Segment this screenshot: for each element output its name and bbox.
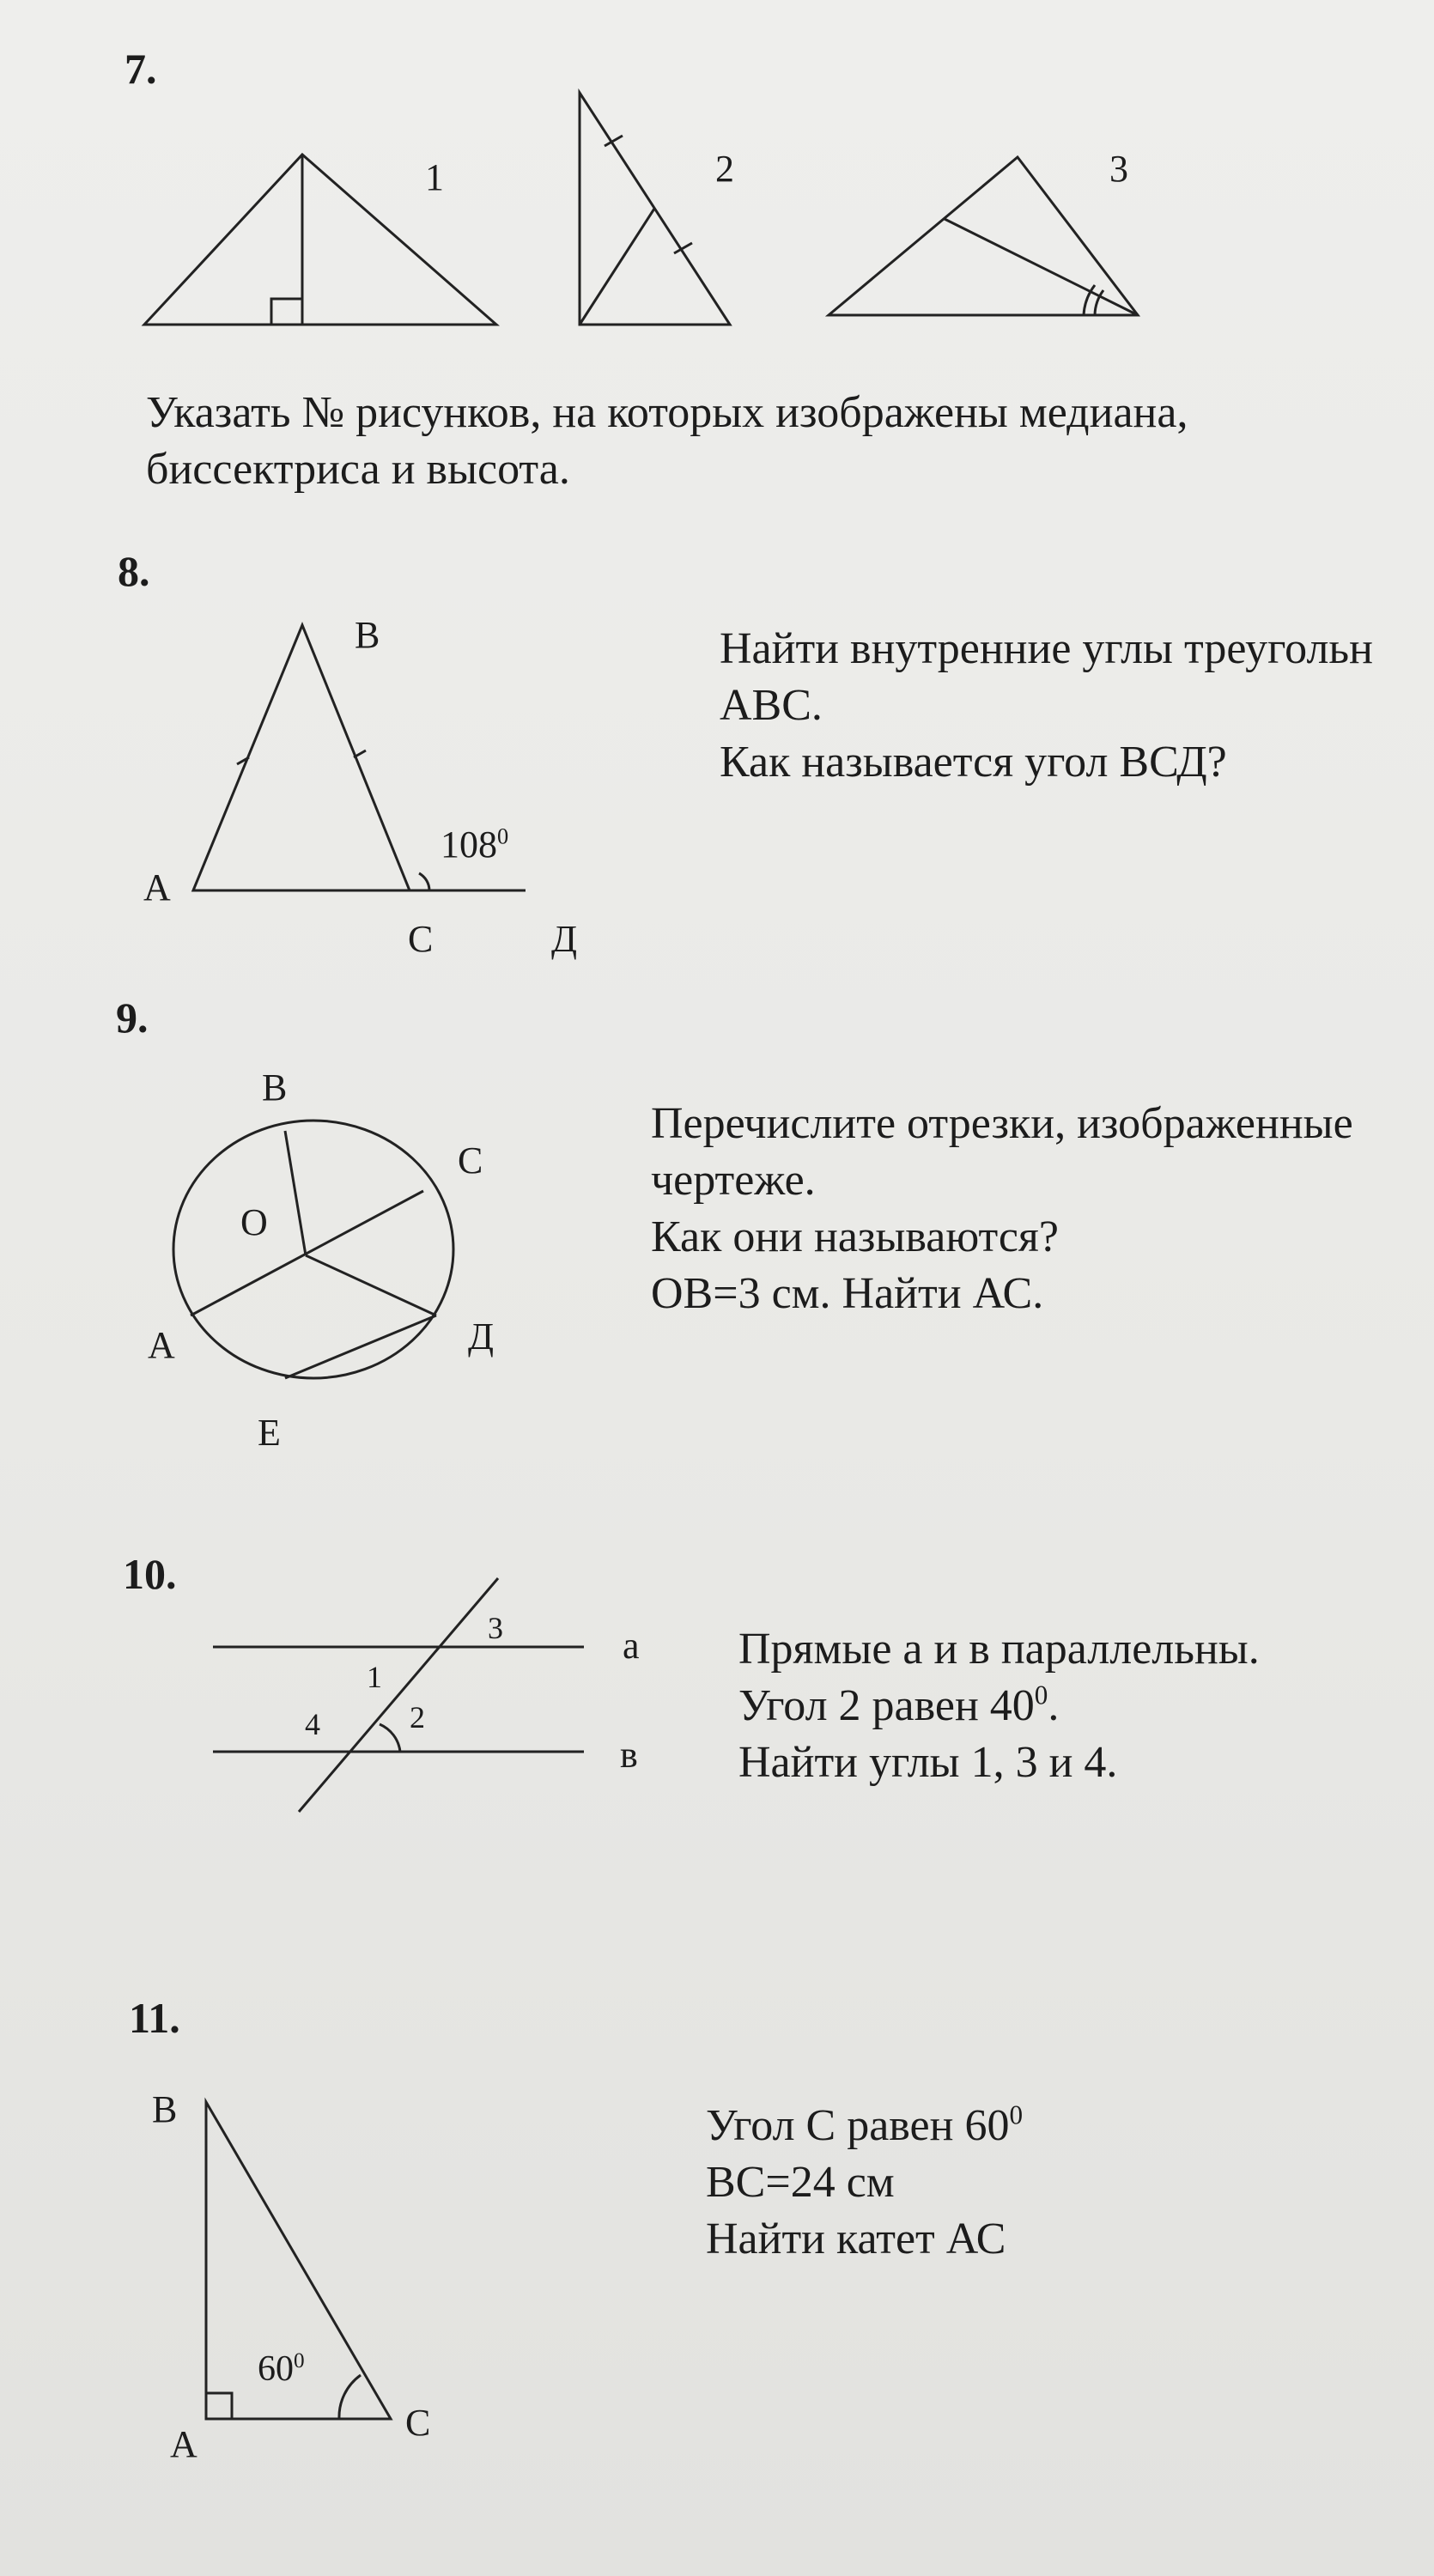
triangle-2 bbox=[580, 93, 730, 325]
task-10-line-3: Найти углы 1, 3 и 4. bbox=[738, 1738, 1118, 1787]
angle-c-arc bbox=[339, 2375, 361, 2419]
exterior-angle-arc bbox=[419, 873, 429, 890]
triangle-3 bbox=[829, 157, 1138, 315]
task-10-line-1: Прямые а и в параллельны. bbox=[738, 1625, 1260, 1674]
angle-60-label: $60^0$ bbox=[258, 2349, 305, 2389]
median-line bbox=[580, 209, 654, 325]
task-7-text bbox=[146, 388, 1188, 504]
task-10-line-2: Угол 2 равен $40^0$. bbox=[738, 1680, 1060, 1730]
radius-ob bbox=[285, 1131, 306, 1255]
bisector-line bbox=[945, 219, 1138, 315]
task-10-number: 10. bbox=[123, 1550, 177, 1598]
point-d-label: Д bbox=[551, 918, 578, 960]
task-7-line-1: Указать № рисунков, на которых изображены медиана, bbox=[146, 388, 1188, 437]
vertex-b-label-11: В bbox=[152, 2088, 178, 2130]
task-11-line-3: Найти катет АС bbox=[706, 2215, 1006, 2263]
figure-3-label: 3 bbox=[1109, 148, 1128, 190]
diameter-ac bbox=[191, 1191, 423, 1315]
vertex-c-label-11: С bbox=[405, 2402, 431, 2444]
radius-od bbox=[306, 1255, 436, 1315]
isosceles-triangle bbox=[193, 625, 410, 890]
task-7-number: 7. bbox=[125, 45, 157, 93]
task-8-number: 8. bbox=[118, 547, 150, 595]
angle-4-label: 4 bbox=[305, 1707, 320, 1741]
task-9-text bbox=[651, 1099, 1353, 1328]
task-11-text bbox=[706, 2099, 1024, 2274]
vertex-a-label-11: А bbox=[170, 2423, 197, 2465]
point-e-label: Е bbox=[258, 1412, 281, 1454]
figure-1-label: 1 bbox=[425, 156, 444, 198]
circle bbox=[173, 1121, 453, 1378]
angle-2-label: 2 bbox=[410, 1700, 425, 1735]
chord-ed bbox=[285, 1315, 436, 1378]
point-c-label: С bbox=[458, 1139, 483, 1182]
task-7-line-2: биссектриса и высота. bbox=[146, 445, 570, 494]
task-8-line-3: Как называется угол ВСД? bbox=[720, 738, 1227, 787]
task-9-number: 9. bbox=[116, 993, 149, 1042]
center-o-label: О bbox=[240, 1201, 268, 1243]
tick-mark-1 bbox=[605, 136, 623, 146]
task-10-text bbox=[738, 1627, 1260, 1797]
angle-arc-2 bbox=[1095, 290, 1103, 315]
figure-2-label: 2 bbox=[715, 148, 734, 190]
line-a-label: а bbox=[623, 1625, 640, 1667]
task-9-line-3: Как они называются? bbox=[651, 1212, 1059, 1261]
vertex-a-label: А bbox=[143, 866, 171, 908]
task-8-text bbox=[720, 624, 1373, 797]
angle-arc-1 bbox=[1084, 285, 1095, 315]
vertex-b-label: В bbox=[355, 614, 380, 656]
point-d-label-9: Д bbox=[468, 1315, 495, 1358]
task-9-line-4: ОВ=3 см. Найти АС. bbox=[651, 1269, 1044, 1318]
angle-1-label: 1 bbox=[367, 1660, 382, 1694]
task-11-line-2: ВС=24 см bbox=[706, 2158, 895, 2207]
task-11-number: 11. bbox=[129, 1994, 180, 2042]
point-b-label: В bbox=[262, 1066, 288, 1109]
vertex-c-label: С bbox=[408, 918, 434, 960]
line-b-label: в bbox=[620, 1734, 638, 1776]
task-9-line-1: Перечислите отрезки, изображенные bbox=[651, 1099, 1353, 1148]
right-angle-mark bbox=[271, 299, 302, 325]
transversal bbox=[299, 1578, 498, 1812]
right-angle-mark-a bbox=[206, 2393, 232, 2419]
angle-3-label: 3 bbox=[488, 1611, 503, 1645]
task-8-line-2: АВС. bbox=[720, 681, 823, 730]
angle-2-arc bbox=[380, 1724, 400, 1752]
tick-ab bbox=[237, 757, 249, 764]
task-9-line-2: чертеже. bbox=[651, 1156, 816, 1205]
angle-108-label: $108^0$ bbox=[441, 823, 509, 866]
tick-bc bbox=[354, 750, 366, 757]
tick-mark-2 bbox=[674, 243, 692, 253]
task-11-line-1: Угол С равен $60^0$ bbox=[706, 2099, 1024, 2150]
task-8-line-1: Найти внутренние углы треугольн bbox=[720, 624, 1373, 673]
point-a-label: А bbox=[148, 1324, 175, 1366]
